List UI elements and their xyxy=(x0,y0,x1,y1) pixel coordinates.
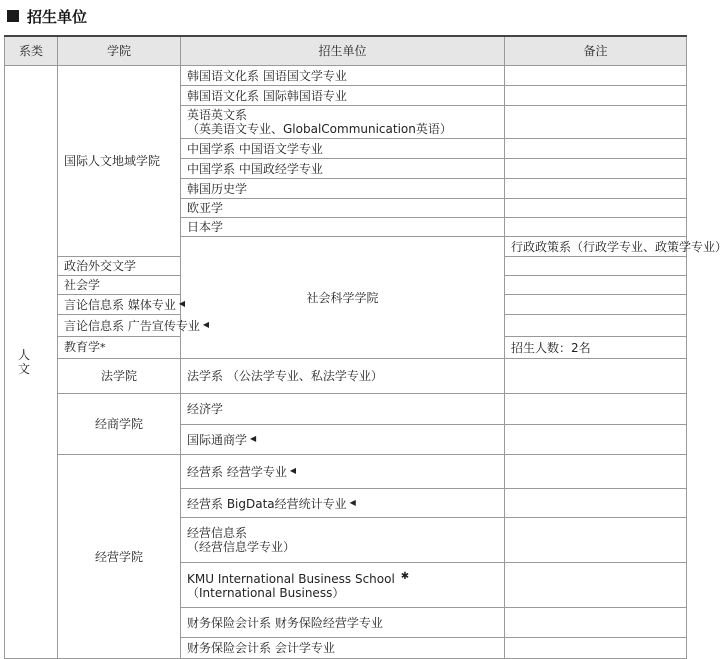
category-cell xyxy=(5,66,58,659)
unit-trade-label: 国际通商学 xyxy=(187,433,248,447)
header-note: 备注 xyxy=(505,36,687,66)
unit-kmu-school xyxy=(181,563,505,608)
triangle-mark-icon: ◀ xyxy=(349,497,356,507)
unit-accounting: 财务保险会计系 会计学专业 xyxy=(181,638,505,659)
unit-kmu-school-line2: （International Business） xyxy=(187,586,345,600)
note-cell xyxy=(505,315,687,337)
table-header-row xyxy=(5,36,687,66)
unit-korean-history: 韩国历史学 xyxy=(181,179,505,199)
unit-business-admin-label: 经营系 经营学专业 xyxy=(187,465,287,479)
triangle-mark-icon: ◀ xyxy=(250,434,257,443)
note-cell xyxy=(505,86,687,106)
unit-media xyxy=(58,295,185,315)
unit-bigdata-label: 经营系 BigData经营统计专业 xyxy=(187,496,347,511)
note-cell xyxy=(505,159,687,179)
admissions-table xyxy=(4,35,727,659)
note-cell xyxy=(505,218,687,237)
note-cell xyxy=(505,66,687,86)
unit-chinese-politics: 中国学系 中国政经学专业 xyxy=(181,159,505,179)
note-cell xyxy=(505,394,687,425)
unit-english-line1: 英语英文系 xyxy=(187,108,248,122)
unit-trade xyxy=(181,425,505,455)
note-cell xyxy=(505,199,687,218)
unit-advertising-label: 言论信息系 广告宣传专业 xyxy=(64,319,200,333)
unit-media-label: 言论信息系 媒体专业 xyxy=(64,298,176,312)
unit-chinese-literature: 中国学系 中国语文学专业 xyxy=(181,139,505,159)
note-cell xyxy=(505,106,687,139)
header-college: 学院 xyxy=(58,36,181,66)
college-social: 社会科学学院 xyxy=(181,237,505,359)
note-cell xyxy=(505,139,687,159)
unit-education xyxy=(58,337,181,359)
note-cell xyxy=(505,455,687,489)
note-cell xyxy=(505,608,687,638)
note-education: 招生人数：2名 xyxy=(505,337,687,359)
page-title: 招生单位 xyxy=(27,7,88,26)
college-commerce: 经商学院 xyxy=(58,394,181,455)
page-header xyxy=(7,5,87,27)
category-label: 人 文 xyxy=(17,348,44,376)
unit-kmu-school-line1: KMU International Business School xyxy=(187,572,395,586)
note-cell xyxy=(505,563,687,608)
triangle-mark-icon: ◀ xyxy=(289,466,296,475)
unit-economics: 经济学 xyxy=(181,394,505,425)
unit-bigdata xyxy=(181,489,505,518)
note-cell xyxy=(505,295,687,315)
note-cell xyxy=(505,276,687,295)
college-international: 国际人文地域学院 xyxy=(58,66,181,257)
star-mark-icon: * xyxy=(100,341,106,354)
note-cell xyxy=(505,425,687,455)
note-cell xyxy=(505,638,687,659)
note-cell xyxy=(505,179,687,199)
header-category: 系类 xyxy=(5,36,58,66)
asterisk-mark-icon: ✱ xyxy=(400,571,410,582)
unit-politics: 政治外交文学 xyxy=(58,257,181,276)
unit-japan: 日本学 xyxy=(181,218,505,237)
unit-public-policy: 行政政策系（行政学专业、政策学专业） xyxy=(505,237,687,257)
college-law: 法学院 xyxy=(58,359,181,394)
unit-sociology: 社会学 xyxy=(58,276,181,295)
triangle-mark-icon: ◀ xyxy=(178,299,185,308)
unit-law: 法学系 （公法学专业、私法学专业） xyxy=(181,359,505,394)
note-cell xyxy=(505,257,687,276)
square-bullet-icon xyxy=(7,10,19,22)
unit-education-label: 教育学 xyxy=(64,340,101,354)
table-row xyxy=(5,455,687,489)
unit-advertising xyxy=(58,315,209,337)
unit-finance-insurance: 财务保险会计系 财务保险经营学专业 xyxy=(181,608,505,638)
unit-eurasia: 欧亚学 xyxy=(181,199,505,218)
unit-english-line2: （英美语文专业、GlobalCommunication英语） xyxy=(187,122,452,136)
unit-business-info-line2: （经营信息学专业） xyxy=(187,540,296,554)
college-business: 经营学院 xyxy=(58,455,181,659)
note-cell xyxy=(505,359,687,394)
triangle-mark-icon: ◀ xyxy=(202,320,209,329)
note-cell xyxy=(505,489,687,518)
table-row xyxy=(5,359,687,394)
unit-korean-international: 韩国语文化系 国际韩国语专业 xyxy=(181,86,505,106)
unit-korean-literature: 韩国语文化系 国语国文学专业 xyxy=(181,66,505,86)
note-cell xyxy=(505,518,687,563)
unit-english xyxy=(181,106,505,139)
unit-business-info-line1: 经营信息系 xyxy=(187,526,248,540)
table-row xyxy=(5,66,687,86)
unit-business-info xyxy=(181,518,505,563)
unit-business-admin xyxy=(181,455,505,489)
header-unit: 招生单位 xyxy=(181,36,505,66)
table-row xyxy=(5,394,687,425)
